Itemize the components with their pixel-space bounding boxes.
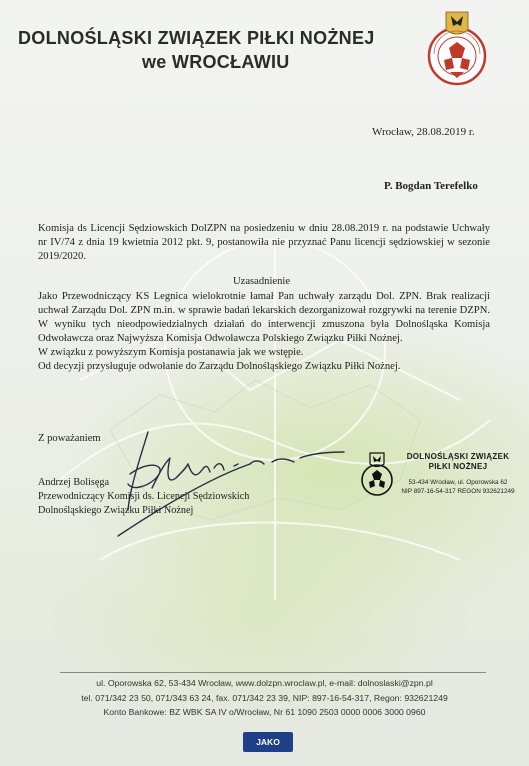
- stamp-title-2: PIŁKI NOŻNEJ: [428, 461, 488, 471]
- decision-paragraph: [38, 222, 490, 264]
- footer-address: ul. Oporowska 62, 53-434 Wrocław, www.dolzpn.wroclaw.pl, e-mail: dolnoslaski@zpn.pl: [96, 678, 433, 688]
- justification-heading: Uzasadnienie: [233, 276, 291, 287]
- stamp-text: [401, 452, 515, 496]
- org-name: DOLNOŚLĄSKI ZWIĄZEK PIŁKI NOŻNEJ: [18, 28, 375, 48]
- closing-line-1: W związku z powyższym Komisja postanawia jak we wstępie.: [38, 347, 304, 358]
- org-city: we WROCŁAWIU: [142, 52, 290, 72]
- stamp-ids: NIP 897-16-54-317 REGON 932621249: [401, 487, 515, 495]
- official-stamp: [357, 450, 525, 502]
- crest-logo: [420, 8, 494, 88]
- sponsor-logo: JAKO: [243, 732, 293, 752]
- justification-block: [38, 290, 490, 374]
- signer-title-2: Dolnośląskiego Związku Piłki Nożnej: [38, 505, 194, 516]
- stamp-crest-icon: [357, 450, 397, 498]
- closing-line-2: Od decyzji przysługuje odwołanie do Zarządu Dolnośląskiego Związku Piłki Nożnej.: [38, 361, 401, 372]
- footer: [40, 676, 489, 720]
- place-date: Wrocław, 28.08.2019 r.: [372, 126, 475, 138]
- regards: Z poważaniem: [38, 433, 101, 444]
- footer-bank: Konto Bankowe: BZ WBK SA IV o/Wrocław, Nr 61 1090 2503 0000 0006 3000 0960: [103, 707, 426, 717]
- justification-text: Jako Przewodniczący KS Legnica wielokrotnie łamał Pan uchwały zarządu Dol. ZPN. Brak realizacji uchwał Zarządu Dol. ZPN m.in. w sprawie badań lekarskich dezorganizował rozgrywki na terenie DZPN. W wyniku tych nieodpowiedzialnych działań do interwencji zmuszona była Dolnośląska Komisja Odwoławcza oraz Najwyższa Komisja Odwoławcza Polskiego Związku Piłki Nożnej.: [38, 291, 490, 344]
- footer-divider: [60, 672, 486, 673]
- stamp-title-1: DOLNOŚLĄSKI ZWIĄZEK: [406, 452, 510, 461]
- footer-phones: tel. 071/342 23 50, 071/343 63 24, fax. 071/342 23 39, NIP: 897-16-54-317, Regon: 932621249: [81, 692, 448, 703]
- signer-block: [38, 476, 249, 518]
- recipient-name: P. Bogdan Terefelko: [384, 180, 478, 192]
- decision-text: Komisja ds Licencji Sędziowskich DolZPN na posiedzeniu w dniu 28.08.2019 r. na podstawie Uchwały nr IV/74 z dnia 19 kwietnia 2012 pkt. 9, postanowiła nie przyznać Panu licencji sędziowskiej w sezonie 2019/2020.: [38, 223, 490, 262]
- stamp-address: 53-434 Wrocław, ul. Oporowska 62: [408, 479, 508, 486]
- signer-name: Andrzej Bolisęga: [38, 477, 110, 488]
- signer-title-1: Przewodniczący Komisji ds. Licencji Sędziowskich: [38, 491, 250, 502]
